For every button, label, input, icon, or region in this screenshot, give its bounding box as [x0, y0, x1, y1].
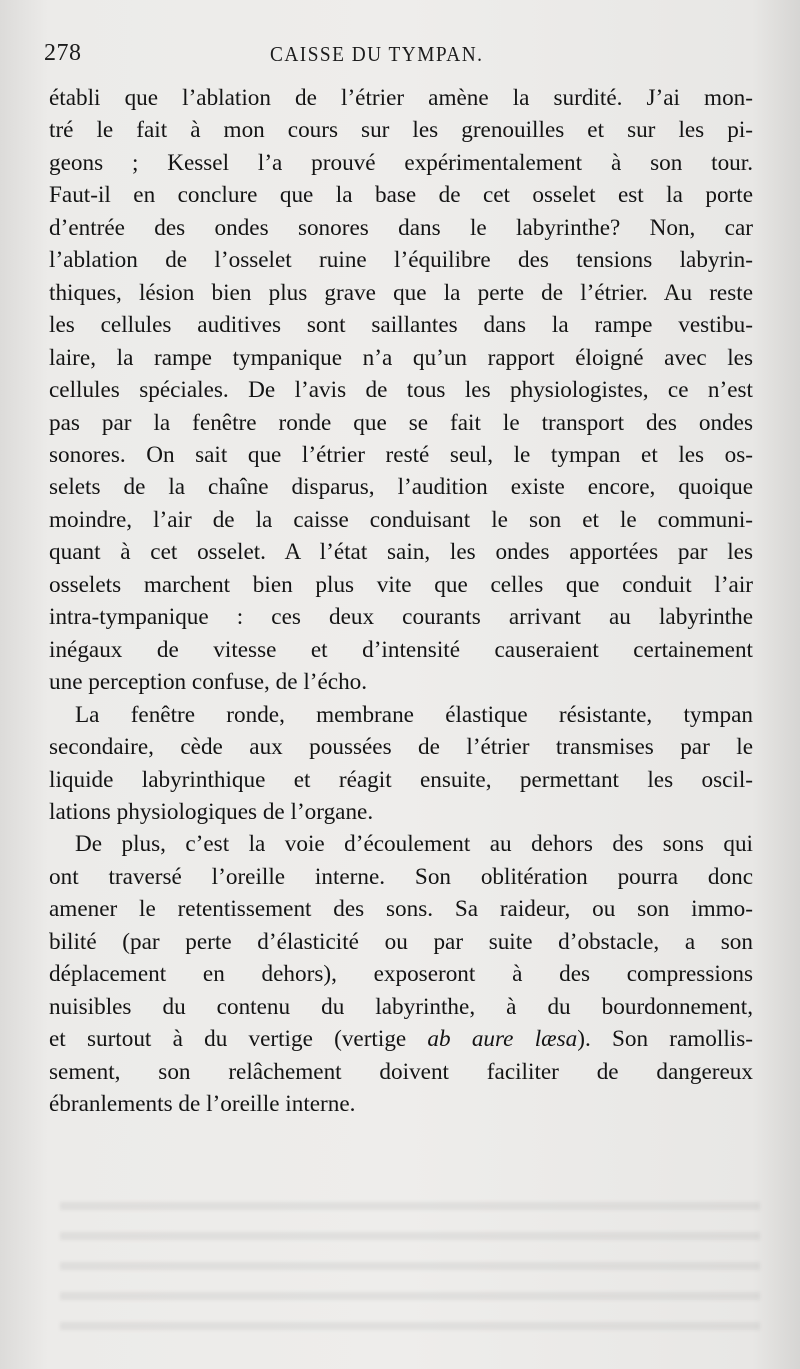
bleed-through-shadow	[60, 1180, 760, 1350]
text-line-with-italic	[49, 1023, 753, 1055]
text-line: pas par la fenêtre ronde que se fait le transport des ondes	[49, 409, 753, 436]
paragraph-2	[49, 699, 753, 829]
text-line: laire, la rampe tympanique n’a qu’un rapport éloigné avec les	[49, 344, 753, 371]
text-line: ont traversé l’oreille interne. Son oblitération pourra donc	[49, 863, 753, 890]
text-line: nuisibles du contenu du labyrinthe, à du bourdonnement,	[49, 993, 753, 1020]
body-text	[49, 82, 753, 1121]
page-number: 278	[44, 40, 82, 66]
text-line: moindre, l’air de la caisse conduisant le son et le communi-	[49, 506, 753, 533]
page-header	[44, 36, 754, 72]
text-line: déplacement en dehors), exposeront à des compressions	[49, 961, 753, 988]
text-line: établi que l’ablation de l’étrier amène la surdité. J’ai mon-	[49, 85, 753, 111]
text-line: inégaux de vitesse et d’intensité causeraient certainement	[49, 636, 753, 663]
text-line: ébranlements de l’oreille interne.	[49, 1091, 356, 1118]
text-line: tré le fait à mon cours sur les grenouilles et sur les pi-	[49, 117, 753, 144]
text-line: thiques, lésion bien plus grave que la perte de l’étrier. Au reste	[49, 279, 753, 306]
text-line: d’entrée des ondes sonores dans le labyrinthe? Non, car	[49, 214, 753, 241]
running-title: CAISSE DU TYMPAN.	[270, 42, 484, 66]
text-line: liquide labyrinthique et réagit ensuite, permettant les oscil-	[49, 766, 753, 793]
text-line: bilité (par perte d’élasticité ou par suite d’obstacle, a son	[49, 928, 753, 955]
text-line: une perception confuse, de l’écho.	[49, 669, 368, 696]
text-line: amener le retentissement des sons. Sa raideur, ou son immo-	[49, 896, 753, 923]
text-line: sonores. On sait que l’étrier resté seul, le tympan et les os-	[49, 441, 753, 468]
text-line: l’ablation de l’osselet ruine l’équilibre des tensions labyrin-	[49, 247, 753, 274]
text-line: sement, son relâchement doivent faciliter de dangereux	[49, 1058, 753, 1085]
text-fragment: ). Son ramollis-	[577, 1026, 753, 1053]
text-line: quant à cet osselet. A l’état sain, les ondes apportées par les	[49, 539, 753, 566]
text-line: cellules spéciales. De l’avis de tous les physiologistes, ce n’est	[49, 377, 753, 404]
text-line: intra-tympanique : ces deux courants arrivant au labyrinthe	[49, 604, 753, 631]
text-line: geons ; Kessel l’a prouvé expérimentalement à son tour.	[49, 149, 753, 176]
italic-phrase: ab aure læsa	[427, 1026, 578, 1053]
text-fragment: et surtout à du vertige (vertige	[49, 1026, 428, 1053]
text-line: La fenêtre ronde, membrane élastique résistante, tympan	[75, 701, 753, 728]
text-line: lations physiologiques de l’organe.	[49, 798, 374, 825]
text-line: osselets marchent bien plus vite que celles que conduit l’air	[49, 571, 753, 598]
text-line: secondaire, cède aux poussées de l’étrier transmises par le	[49, 734, 753, 761]
paragraph-1	[49, 82, 753, 699]
text-line: selets de la chaîne disparus, l’audition existe encore, quoique	[49, 474, 753, 501]
text-line: Faut-il en conclure que la base de cet osselet est la porte	[49, 182, 753, 209]
text-line: les cellules auditives sont saillantes dans la rampe vestibu-	[49, 312, 753, 339]
text-line: De plus, c’est la voie d’écoulement au dehors des sons qui	[75, 831, 753, 858]
paragraph-3	[49, 828, 753, 1120]
